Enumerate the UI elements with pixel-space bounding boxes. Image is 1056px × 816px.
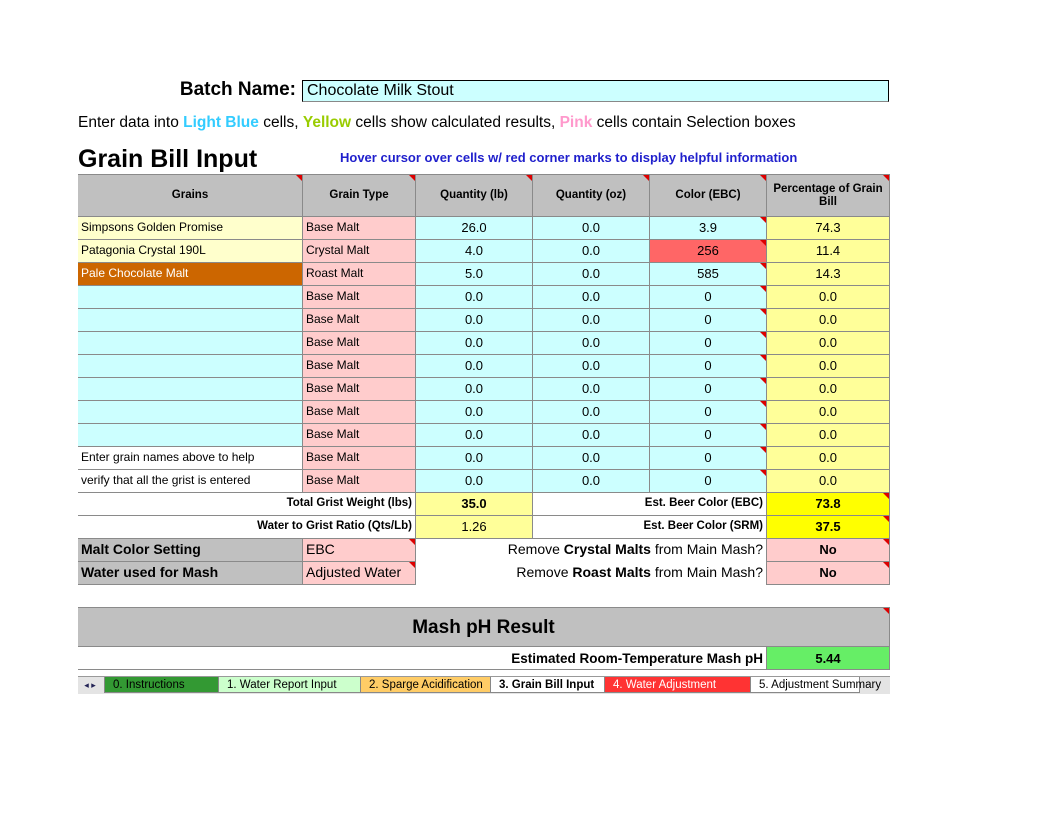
est-beer-color-srm-value: 37.5 <box>767 516 890 539</box>
sheet-tab[interactable]: 0. Instructions <box>104 677 222 693</box>
grain-name-input[interactable]: Enter grain names above to help <box>78 447 303 470</box>
quantity-lb-input[interactable]: 0.0 <box>416 378 533 401</box>
water-used-label: Water used for Mash <box>78 562 303 585</box>
malt-color-setting-select[interactable]: EBC <box>303 539 416 562</box>
sheet-tab[interactable]: 1. Water Report Input <box>218 677 364 693</box>
grain-name-input[interactable]: verify that all the grist is entered <box>78 470 303 493</box>
grain-type-select[interactable]: Base Malt <box>303 332 416 355</box>
header-grains: Grains <box>78 174 303 217</box>
quantity-lb-input[interactable]: 0.0 <box>416 424 533 447</box>
grain-type-select[interactable]: Base Malt <box>303 217 416 240</box>
sheet-tab[interactable]: 4. Water Adjustment <box>604 677 754 693</box>
grain-name-input[interactable] <box>78 286 303 309</box>
instructions-mid2: cells show calculated results, <box>351 114 560 131</box>
crystal-q-pre: Remove <box>507 541 564 557</box>
grain-type-select[interactable]: Base Malt <box>303 286 416 309</box>
malt-color-setting-label: Malt Color Setting <box>78 539 303 562</box>
quantity-oz-input[interactable]: 0.0 <box>533 286 650 309</box>
est-beer-color-srm-label: Est. Beer Color (SRM) <box>533 516 767 539</box>
percentage-value: 0.0 <box>767 378 890 401</box>
color-ebc-input[interactable]: 0 <box>650 355 767 378</box>
sheet-tab[interactable]: 3. Grain Bill Input <box>490 677 608 693</box>
quantity-lb-input[interactable]: 26.0 <box>416 217 533 240</box>
quantity-oz-input[interactable]: 0.0 <box>533 401 650 424</box>
percentage-value: 0.0 <box>767 447 890 470</box>
percentage-value: 0.0 <box>767 470 890 493</box>
batch-name-label: Batch Name: <box>179 79 296 100</box>
color-ebc-input[interactable]: 0 <box>650 332 767 355</box>
grain-name-input[interactable]: Simpsons Golden Promise <box>78 217 303 240</box>
grain-type-select[interactable]: Base Malt <box>303 401 416 424</box>
grain-name-input[interactable]: Pale Chocolate Malt <box>78 263 303 286</box>
color-ebc-input[interactable]: 0 <box>650 401 767 424</box>
quantity-oz-input[interactable]: 0.0 <box>533 332 650 355</box>
quantity-lb-input[interactable]: 0.0 <box>416 355 533 378</box>
color-ebc-input[interactable]: 585 <box>650 263 767 286</box>
grain-name-input[interactable] <box>78 309 303 332</box>
header-quantity-lb: Quantity (lb) <box>416 174 533 217</box>
sheet-tab-bar <box>78 676 890 694</box>
instructions-mid1: cells, <box>258 114 303 131</box>
mash-ph-value: 5.44 <box>767 647 890 670</box>
roast-q-bold: Roast Malts <box>572 564 651 580</box>
grain-type-select[interactable]: Roast Malt <box>303 263 416 286</box>
grain-name-input[interactable] <box>78 355 303 378</box>
quantity-oz-input[interactable]: 0.0 <box>533 355 650 378</box>
water-grist-ratio-value: 1.26 <box>416 516 533 539</box>
quantity-oz-input[interactable]: 0.0 <box>533 263 650 286</box>
est-beer-color-ebc-label: Est. Beer Color (EBC) <box>533 493 767 516</box>
grain-name-input[interactable]: Patagonia Crystal 190L <box>78 240 303 263</box>
color-ebc-input[interactable]: 0 <box>650 470 767 493</box>
water-grist-ratio-label: Water to Grist Ratio (Qts/Lb) <box>78 516 416 539</box>
instructions-suffix: cells contain Selection boxes <box>592 114 796 131</box>
grain-name-input[interactable] <box>78 332 303 355</box>
yellow-legend: Yellow <box>302 114 352 131</box>
color-ebc-input[interactable]: 3.9 <box>650 217 767 240</box>
header-quantity-oz: Quantity (oz) <box>533 174 650 217</box>
sheet-tab[interactable]: 2. Sparge Acidification <box>360 677 494 693</box>
grain-type-select[interactable]: Base Malt <box>303 470 416 493</box>
instructions-prefix: Enter data into <box>78 114 184 131</box>
percentage-value: 74.3 <box>767 217 890 240</box>
remove-crystal-question <box>416 539 767 562</box>
mash-ph-label: Estimated Room-Temperature Mash pH <box>78 647 767 670</box>
color-ebc-input[interactable]: 0 <box>650 447 767 470</box>
remove-roast-select[interactable]: No <box>767 562 890 585</box>
remove-roast-question <box>416 562 767 585</box>
grain-name-input[interactable] <box>78 424 303 447</box>
crystal-q-bold: Crystal Malts <box>563 541 651 557</box>
percentage-value: 0.0 <box>767 332 890 355</box>
grain-type-select[interactable]: Base Malt <box>303 424 416 447</box>
percentage-value: 11.4 <box>767 240 890 263</box>
color-ebc-input[interactable]: 0 <box>650 378 767 401</box>
quantity-lb-input[interactable]: 0.0 <box>416 470 533 493</box>
hover-hint: Hover cursor over cells w/ red corner marks to display helpful information <box>340 150 798 165</box>
quantity-oz-input[interactable]: 0.0 <box>533 470 650 493</box>
color-ebc-input[interactable]: 256 <box>650 240 767 263</box>
quantity-lb-input[interactable]: 0.0 <box>416 309 533 332</box>
grain-name-input[interactable] <box>78 378 303 401</box>
pink-legend: Pink <box>559 114 593 131</box>
remove-crystal-select[interactable]: No <box>767 539 890 562</box>
color-ebc-input[interactable]: 0 <box>650 424 767 447</box>
water-used-select[interactable]: Adjusted Water <box>303 562 416 585</box>
grain-type-select[interactable]: Base Malt <box>303 309 416 332</box>
total-grist-value: 35.0 <box>416 493 533 516</box>
header-percentage: Percentage of Grain Bill <box>767 174 890 217</box>
roast-q-post: from Main Mash? <box>650 564 763 580</box>
total-grist-label: Total Grist Weight (lbs) <box>78 493 416 516</box>
mash-ph-title: Mash pH Result <box>78 607 890 647</box>
quantity-lb-input[interactable]: 0.0 <box>416 447 533 470</box>
grain-type-select[interactable]: Base Malt <box>303 447 416 470</box>
quantity-lb-input[interactable]: 0.0 <box>416 401 533 424</box>
color-ebc-input[interactable]: 0 <box>650 309 767 332</box>
section-title: Grain Bill Input <box>78 145 258 173</box>
quantity-oz-input[interactable]: 0.0 <box>533 447 650 470</box>
grain-type-select[interactable]: Crystal Malt <box>303 240 416 263</box>
header-color-ebc: Color (EBC) <box>650 174 767 217</box>
grain-type-select[interactable]: Base Malt <box>303 355 416 378</box>
tab-scroll-arrows[interactable]: ◂ ▸ <box>84 680 96 690</box>
light-blue-legend: Light Blue <box>183 114 259 131</box>
est-beer-color-ebc-value: 73.8 <box>767 493 890 516</box>
quantity-oz-input[interactable]: 0.0 <box>533 217 650 240</box>
header-grain-type: Grain Type <box>303 174 416 217</box>
percentage-value: 0.0 <box>767 309 890 332</box>
quantity-oz-input[interactable]: 0.0 <box>533 240 650 263</box>
roast-q-pre: Remove <box>516 564 573 580</box>
quantity-oz-input[interactable]: 0.0 <box>533 378 650 401</box>
quantity-lb-input[interactable]: 0.0 <box>416 286 533 309</box>
quantity-oz-input[interactable]: 0.0 <box>533 309 650 332</box>
crystal-q-post: from Main Mash? <box>650 541 763 557</box>
percentage-value: 0.0 <box>767 355 890 378</box>
batch-name-input[interactable]: Chocolate Milk Stout <box>302 80 889 102</box>
quantity-lb-input[interactable]: 0.0 <box>416 332 533 355</box>
percentage-value: 0.0 <box>767 286 890 309</box>
percentage-value: 0.0 <box>767 424 890 447</box>
quantity-lb-input[interactable]: 5.0 <box>416 263 533 286</box>
percentage-value: 14.3 <box>767 263 890 286</box>
instructions-text <box>78 114 796 132</box>
color-ebc-input[interactable]: 0 <box>650 286 767 309</box>
sheet-tab[interactable]: 5. Adjustment Summary <box>750 677 860 693</box>
quantity-lb-input[interactable]: 4.0 <box>416 240 533 263</box>
grain-name-input[interactable] <box>78 401 303 424</box>
grain-type-select[interactable]: Base Malt <box>303 378 416 401</box>
percentage-value: 0.0 <box>767 401 890 424</box>
quantity-oz-input[interactable]: 0.0 <box>533 424 650 447</box>
